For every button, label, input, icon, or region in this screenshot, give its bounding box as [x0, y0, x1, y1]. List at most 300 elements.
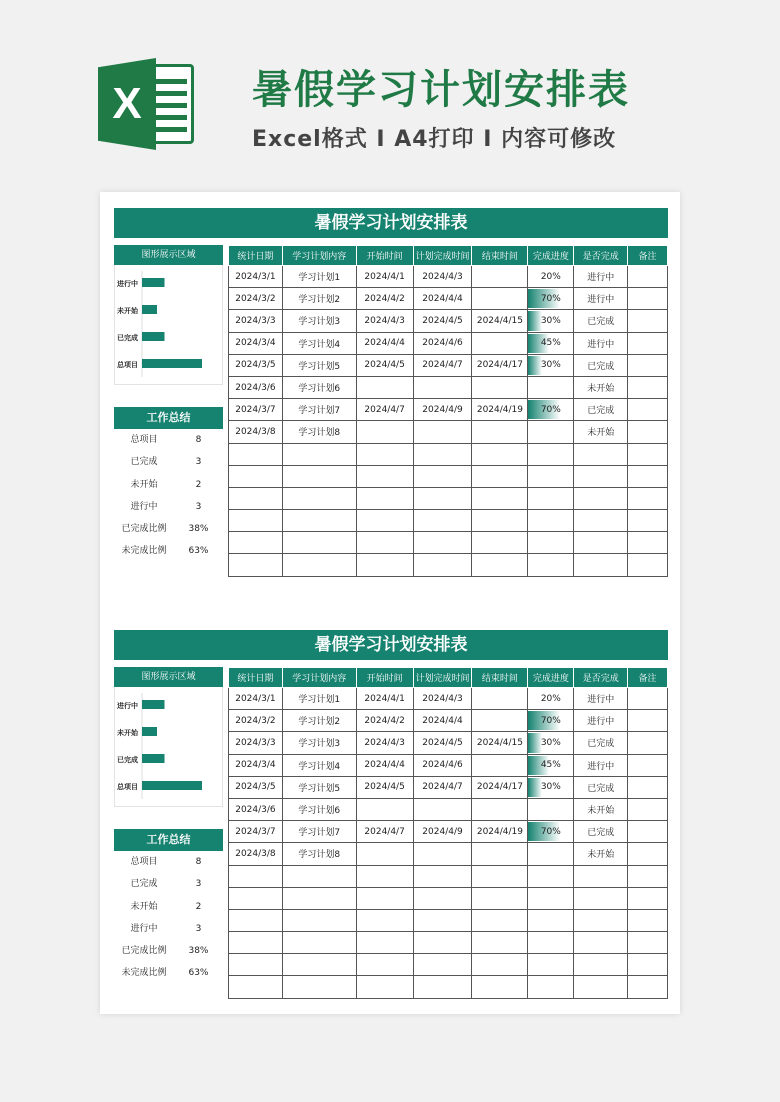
progress-cell	[528, 465, 574, 487]
start-cell: 2024/4/7	[356, 821, 413, 843]
progress-cell	[528, 288, 574, 310]
plan-cell: 2024/4/7	[413, 354, 472, 376]
note-cell	[628, 932, 668, 954]
start-cell	[356, 887, 413, 909]
date-cell: 2024/3/3	[229, 732, 283, 754]
plan-cell: 2024/4/4	[413, 288, 472, 310]
content-cell: 学习计划3	[282, 732, 356, 754]
date-cell	[229, 510, 283, 532]
plan-cell	[413, 376, 472, 398]
progress-cell	[528, 954, 574, 976]
summary-value: 8	[195, 857, 202, 867]
sheet-preview	[100, 192, 680, 1014]
table-row	[229, 510, 668, 532]
progress-value: 45%	[540, 338, 561, 349]
plan-cell: 2024/4/6	[413, 754, 472, 776]
table-header-row	[229, 246, 668, 266]
end-cell: 2024/4/17	[472, 354, 528, 376]
note-cell	[628, 288, 668, 310]
table-row	[229, 732, 668, 754]
column-header: 计划完成时间	[413, 246, 472, 266]
column-header: 完成进度	[528, 668, 574, 688]
date-cell: 2024/3/7	[229, 821, 283, 843]
note-cell	[628, 487, 668, 509]
summary-row	[114, 518, 223, 540]
table-row	[229, 865, 668, 887]
progress-value: 70%	[540, 715, 561, 726]
summary-row	[114, 451, 223, 473]
column-header: 完成进度	[528, 246, 574, 266]
date-cell: 2024/3/5	[229, 776, 283, 798]
plan-cell	[413, 510, 472, 532]
date-cell	[229, 909, 283, 931]
status-cell: 未开始	[574, 421, 628, 443]
start-cell: 2024/4/1	[356, 688, 413, 710]
plan-sheet-1	[114, 208, 668, 557]
content-cell	[282, 554, 356, 576]
plan-cell	[413, 554, 472, 576]
plan-cell	[413, 465, 472, 487]
plan-cell	[413, 932, 472, 954]
table-header-row	[229, 668, 668, 688]
start-cell	[356, 932, 413, 954]
date-cell: 2024/3/7	[229, 399, 283, 421]
chart-bar	[142, 359, 202, 368]
progress-value: 70%	[540, 293, 561, 304]
end-cell	[472, 554, 528, 576]
status-cell	[574, 487, 628, 509]
end-cell: 2024/4/17	[472, 776, 528, 798]
content-cell	[282, 532, 356, 554]
note-cell	[628, 688, 668, 710]
progress-cell	[528, 554, 574, 576]
content-cell	[282, 932, 356, 954]
table-row	[229, 754, 668, 776]
progress-cell	[528, 776, 574, 798]
progress-cell	[528, 843, 574, 865]
start-cell	[356, 443, 413, 465]
end-cell	[472, 932, 528, 954]
date-cell: 2024/3/5	[229, 354, 283, 376]
summary-label: 未完成比例	[121, 968, 167, 979]
content-cell	[282, 510, 356, 532]
plan-cell	[413, 976, 472, 998]
progress-cell	[528, 688, 574, 710]
table-row	[229, 376, 668, 398]
chart-bar	[142, 332, 165, 341]
end-cell	[472, 887, 528, 909]
start-cell: 2024/4/7	[356, 399, 413, 421]
status-cell	[574, 865, 628, 887]
status-cell	[574, 510, 628, 532]
start-cell	[356, 798, 413, 820]
column-header: 学习计划内容	[282, 668, 356, 688]
content-cell	[282, 487, 356, 509]
content-cell	[282, 887, 356, 909]
start-cell	[356, 376, 413, 398]
progress-cell	[528, 976, 574, 998]
date-cell: 2024/3/6	[229, 376, 283, 398]
column-header: 开始时间	[356, 668, 413, 688]
date-cell	[229, 976, 283, 998]
note-cell	[628, 909, 668, 931]
date-cell: 2024/3/1	[229, 688, 283, 710]
progress-cell	[528, 865, 574, 887]
chart-bar	[142, 700, 165, 709]
progress-fill	[528, 311, 541, 330]
status-cell	[574, 443, 628, 465]
summary-title: 工作总结	[114, 407, 223, 429]
table-row	[229, 421, 668, 443]
end-cell	[472, 843, 528, 865]
chart-bar	[142, 278, 165, 287]
status-cell	[574, 532, 628, 554]
content-cell: 学习计划2	[282, 710, 356, 732]
table-row	[229, 532, 668, 554]
plan-sheet-2	[114, 630, 668, 979]
end-cell	[472, 798, 528, 820]
end-cell: 2024/4/15	[472, 310, 528, 332]
content-cell	[282, 865, 356, 887]
left-panel	[114, 667, 223, 985]
summary-label: 已完成	[130, 879, 158, 890]
content-cell	[282, 954, 356, 976]
progress-fill	[528, 356, 541, 375]
summary-value: 38%	[188, 946, 209, 957]
status-cell: 已完成	[574, 310, 628, 332]
chart-category-label: 未开始	[117, 729, 138, 737]
table-row	[229, 554, 668, 576]
note-cell	[628, 532, 668, 554]
chart-bar	[142, 781, 202, 790]
end-cell	[472, 487, 528, 509]
progress-value: 45%	[540, 760, 561, 771]
chart-category-label: 总项目	[117, 783, 138, 791]
content-cell: 学习计划6	[282, 798, 356, 820]
end-cell	[472, 532, 528, 554]
progress-cell	[528, 754, 574, 776]
progress-cell	[528, 821, 574, 843]
summary-value: 3	[195, 923, 202, 934]
start-cell: 2024/4/4	[356, 754, 413, 776]
column-header: 备注	[628, 246, 668, 266]
column-header: 结束时间	[472, 246, 528, 266]
chart-bar	[142, 727, 157, 736]
content-cell: 学习计划5	[282, 776, 356, 798]
note-cell	[628, 266, 668, 288]
plan-cell: 2024/4/5	[413, 310, 472, 332]
start-cell	[356, 487, 413, 509]
table-row	[229, 954, 668, 976]
content-cell	[282, 443, 356, 465]
start-cell: 2024/4/4	[356, 332, 413, 354]
summary-value: 3	[195, 457, 202, 468]
content-cell: 学习计划4	[282, 754, 356, 776]
progress-cell	[528, 266, 574, 288]
content-cell: 学习计划6	[282, 376, 356, 398]
content-cell: 学习计划7	[282, 821, 356, 843]
progress-cell	[528, 310, 574, 332]
progress-cell	[528, 532, 574, 554]
plan-cell	[413, 887, 472, 909]
summary-row	[114, 429, 223, 451]
summary-row	[114, 918, 223, 940]
status-cell	[574, 976, 628, 998]
note-cell	[628, 843, 668, 865]
start-cell: 2024/4/5	[356, 354, 413, 376]
content-cell: 学习计划7	[282, 399, 356, 421]
note-cell	[628, 443, 668, 465]
end-cell	[472, 376, 528, 398]
plan-cell: 2024/4/6	[413, 332, 472, 354]
table-row	[229, 976, 668, 998]
status-cell: 已完成	[574, 399, 628, 421]
plan-cell: 2024/4/3	[413, 266, 472, 288]
table-row	[229, 909, 668, 931]
status-cell	[574, 465, 628, 487]
plan-table	[228, 667, 668, 999]
table-row	[229, 688, 668, 710]
status-cell: 已完成	[574, 776, 628, 798]
chart-bar	[142, 754, 165, 763]
content-cell: 学习计划1	[282, 688, 356, 710]
note-cell	[628, 310, 668, 332]
summary-list	[114, 851, 223, 985]
progress-value: 30%	[540, 360, 561, 371]
status-cell	[574, 909, 628, 931]
summary-label: 未开始	[130, 479, 158, 490]
table-row	[229, 332, 668, 354]
note-cell	[628, 732, 668, 754]
note-cell	[628, 776, 668, 798]
progress-value: 30%	[540, 315, 561, 326]
status-cell	[574, 554, 628, 576]
summary-row	[114, 896, 223, 918]
status-cell: 进行中	[574, 332, 628, 354]
chart-category-label: 进行中	[117, 702, 138, 710]
note-cell	[628, 798, 668, 820]
progress-value: 30%	[540, 782, 561, 793]
table-row	[229, 288, 668, 310]
end-cell: 2024/4/19	[472, 821, 528, 843]
date-cell: 2024/3/1	[229, 266, 283, 288]
plan-cell: 2024/4/4	[413, 710, 472, 732]
start-cell: 2024/4/3	[356, 310, 413, 332]
status-cell: 已完成	[574, 354, 628, 376]
column-header: 结束时间	[472, 668, 528, 688]
end-cell	[472, 332, 528, 354]
start-cell	[356, 510, 413, 532]
plan-cell	[413, 909, 472, 931]
note-cell	[628, 821, 668, 843]
date-cell	[229, 443, 283, 465]
table-row	[229, 821, 668, 843]
column-header: 是否完成	[574, 246, 628, 266]
status-cell	[574, 954, 628, 976]
progress-cell	[528, 887, 574, 909]
progress-value: 30%	[540, 737, 561, 748]
column-header: 计划完成时间	[413, 668, 472, 688]
summary-value: 2	[195, 901, 202, 912]
table-row	[229, 465, 668, 487]
page-subtitle: Excel格式 I A4打印 I 内容可修改	[252, 127, 617, 152]
table-row	[229, 798, 668, 820]
date-cell: 2024/3/8	[229, 421, 283, 443]
progress-cell	[528, 399, 574, 421]
content-cell: 学习计划8	[282, 421, 356, 443]
table-row	[229, 354, 668, 376]
note-cell	[628, 976, 668, 998]
plan-table	[228, 245, 668, 577]
column-header: 学习计划内容	[282, 246, 356, 266]
status-bar-chart	[114, 265, 223, 385]
date-cell: 2024/3/6	[229, 798, 283, 820]
progress-cell	[528, 487, 574, 509]
content-cell: 学习计划2	[282, 288, 356, 310]
progress-cell	[528, 332, 574, 354]
progress-cell	[528, 443, 574, 465]
status-cell: 进行中	[574, 266, 628, 288]
end-cell	[472, 465, 528, 487]
date-cell	[229, 887, 283, 909]
page-header	[0, 0, 780, 190]
note-cell	[628, 954, 668, 976]
note-cell	[628, 376, 668, 398]
summary-value: 63%	[188, 546, 209, 557]
start-cell	[356, 554, 413, 576]
content-cell: 学习计划8	[282, 843, 356, 865]
summary-list	[114, 429, 223, 563]
content-cell	[282, 976, 356, 998]
date-cell: 2024/3/4	[229, 332, 283, 354]
chart-category-label: 已完成	[117, 334, 138, 342]
column-header: 开始时间	[356, 246, 413, 266]
status-cell: 进行中	[574, 688, 628, 710]
summary-title: 工作总结	[114, 829, 223, 851]
chart-bar	[142, 305, 157, 314]
progress-value: 70%	[540, 826, 561, 837]
end-cell	[472, 421, 528, 443]
chart-area-label: 图形展示区域	[114, 245, 223, 265]
plan-cell: 2024/4/3	[413, 688, 472, 710]
end-cell	[472, 976, 528, 998]
date-cell: 2024/3/3	[229, 310, 283, 332]
note-cell	[628, 865, 668, 887]
progress-cell	[528, 932, 574, 954]
chart-category-label: 进行中	[117, 280, 138, 288]
content-cell: 学习计划5	[282, 354, 356, 376]
left-panel	[114, 245, 223, 563]
end-cell: 2024/4/19	[472, 399, 528, 421]
start-cell: 2024/4/2	[356, 288, 413, 310]
column-header: 统计日期	[229, 246, 283, 266]
excel-logo-icon: X	[98, 58, 198, 150]
summary-row	[114, 962, 223, 984]
date-cell	[229, 554, 283, 576]
table-row	[229, 310, 668, 332]
date-cell: 2024/3/4	[229, 754, 283, 776]
plan-cell	[413, 532, 472, 554]
note-cell	[628, 510, 668, 532]
note-cell	[628, 554, 668, 576]
note-cell	[628, 710, 668, 732]
start-cell: 2024/4/1	[356, 266, 413, 288]
table-row	[229, 887, 668, 909]
note-cell	[628, 754, 668, 776]
table-row	[229, 443, 668, 465]
plan-cell	[413, 865, 472, 887]
start-cell	[356, 843, 413, 865]
bar-chart-svg	[115, 687, 222, 806]
summary-label: 总项目	[130, 857, 158, 867]
chart-category-label: 未开始	[117, 307, 138, 315]
content-cell: 学习计划1	[282, 266, 356, 288]
summary-row	[114, 474, 223, 496]
plan-cell	[413, 487, 472, 509]
plan-cell: 2024/4/9	[413, 399, 472, 421]
plan-cell	[413, 443, 472, 465]
summary-value: 8	[195, 435, 202, 445]
content-cell	[282, 909, 356, 931]
plan-cell	[413, 421, 472, 443]
plan-cell	[413, 798, 472, 820]
plan-cell: 2024/4/7	[413, 776, 472, 798]
start-cell	[356, 465, 413, 487]
status-cell: 进行中	[574, 754, 628, 776]
progress-cell	[528, 909, 574, 931]
end-cell	[472, 754, 528, 776]
sheet-title: 暑假学习计划安排表	[114, 630, 668, 660]
date-cell	[229, 865, 283, 887]
end-cell	[472, 710, 528, 732]
status-cell: 未开始	[574, 376, 628, 398]
date-cell: 2024/3/2	[229, 710, 283, 732]
start-cell	[356, 909, 413, 931]
start-cell	[356, 421, 413, 443]
note-cell	[628, 887, 668, 909]
summary-value: 3	[195, 879, 202, 890]
progress-value: 20%	[540, 693, 561, 704]
date-cell	[229, 487, 283, 509]
summary-row	[114, 940, 223, 962]
end-cell: 2024/4/15	[472, 732, 528, 754]
table-row	[229, 266, 668, 288]
summary-label: 已完成比例	[121, 946, 167, 957]
status-cell: 未开始	[574, 798, 628, 820]
status-cell	[574, 887, 628, 909]
note-cell	[628, 354, 668, 376]
end-cell	[472, 510, 528, 532]
progress-value: 20%	[540, 271, 561, 282]
progress-cell	[528, 510, 574, 532]
progress-fill	[528, 778, 541, 797]
chart-category-label: 总项目	[117, 361, 138, 369]
progress-cell	[528, 710, 574, 732]
start-cell: 2024/4/3	[356, 732, 413, 754]
summary-label: 进行中	[130, 923, 158, 934]
end-cell	[472, 288, 528, 310]
table-row	[229, 399, 668, 421]
date-cell	[229, 932, 283, 954]
summary-value: 2	[195, 479, 202, 490]
page-title: 暑假学习计划安排表	[252, 67, 630, 113]
content-cell	[282, 465, 356, 487]
date-cell	[229, 465, 283, 487]
progress-cell	[528, 732, 574, 754]
date-cell: 2024/3/8	[229, 843, 283, 865]
chart-category-label: 已完成	[117, 756, 138, 764]
date-cell	[229, 532, 283, 554]
